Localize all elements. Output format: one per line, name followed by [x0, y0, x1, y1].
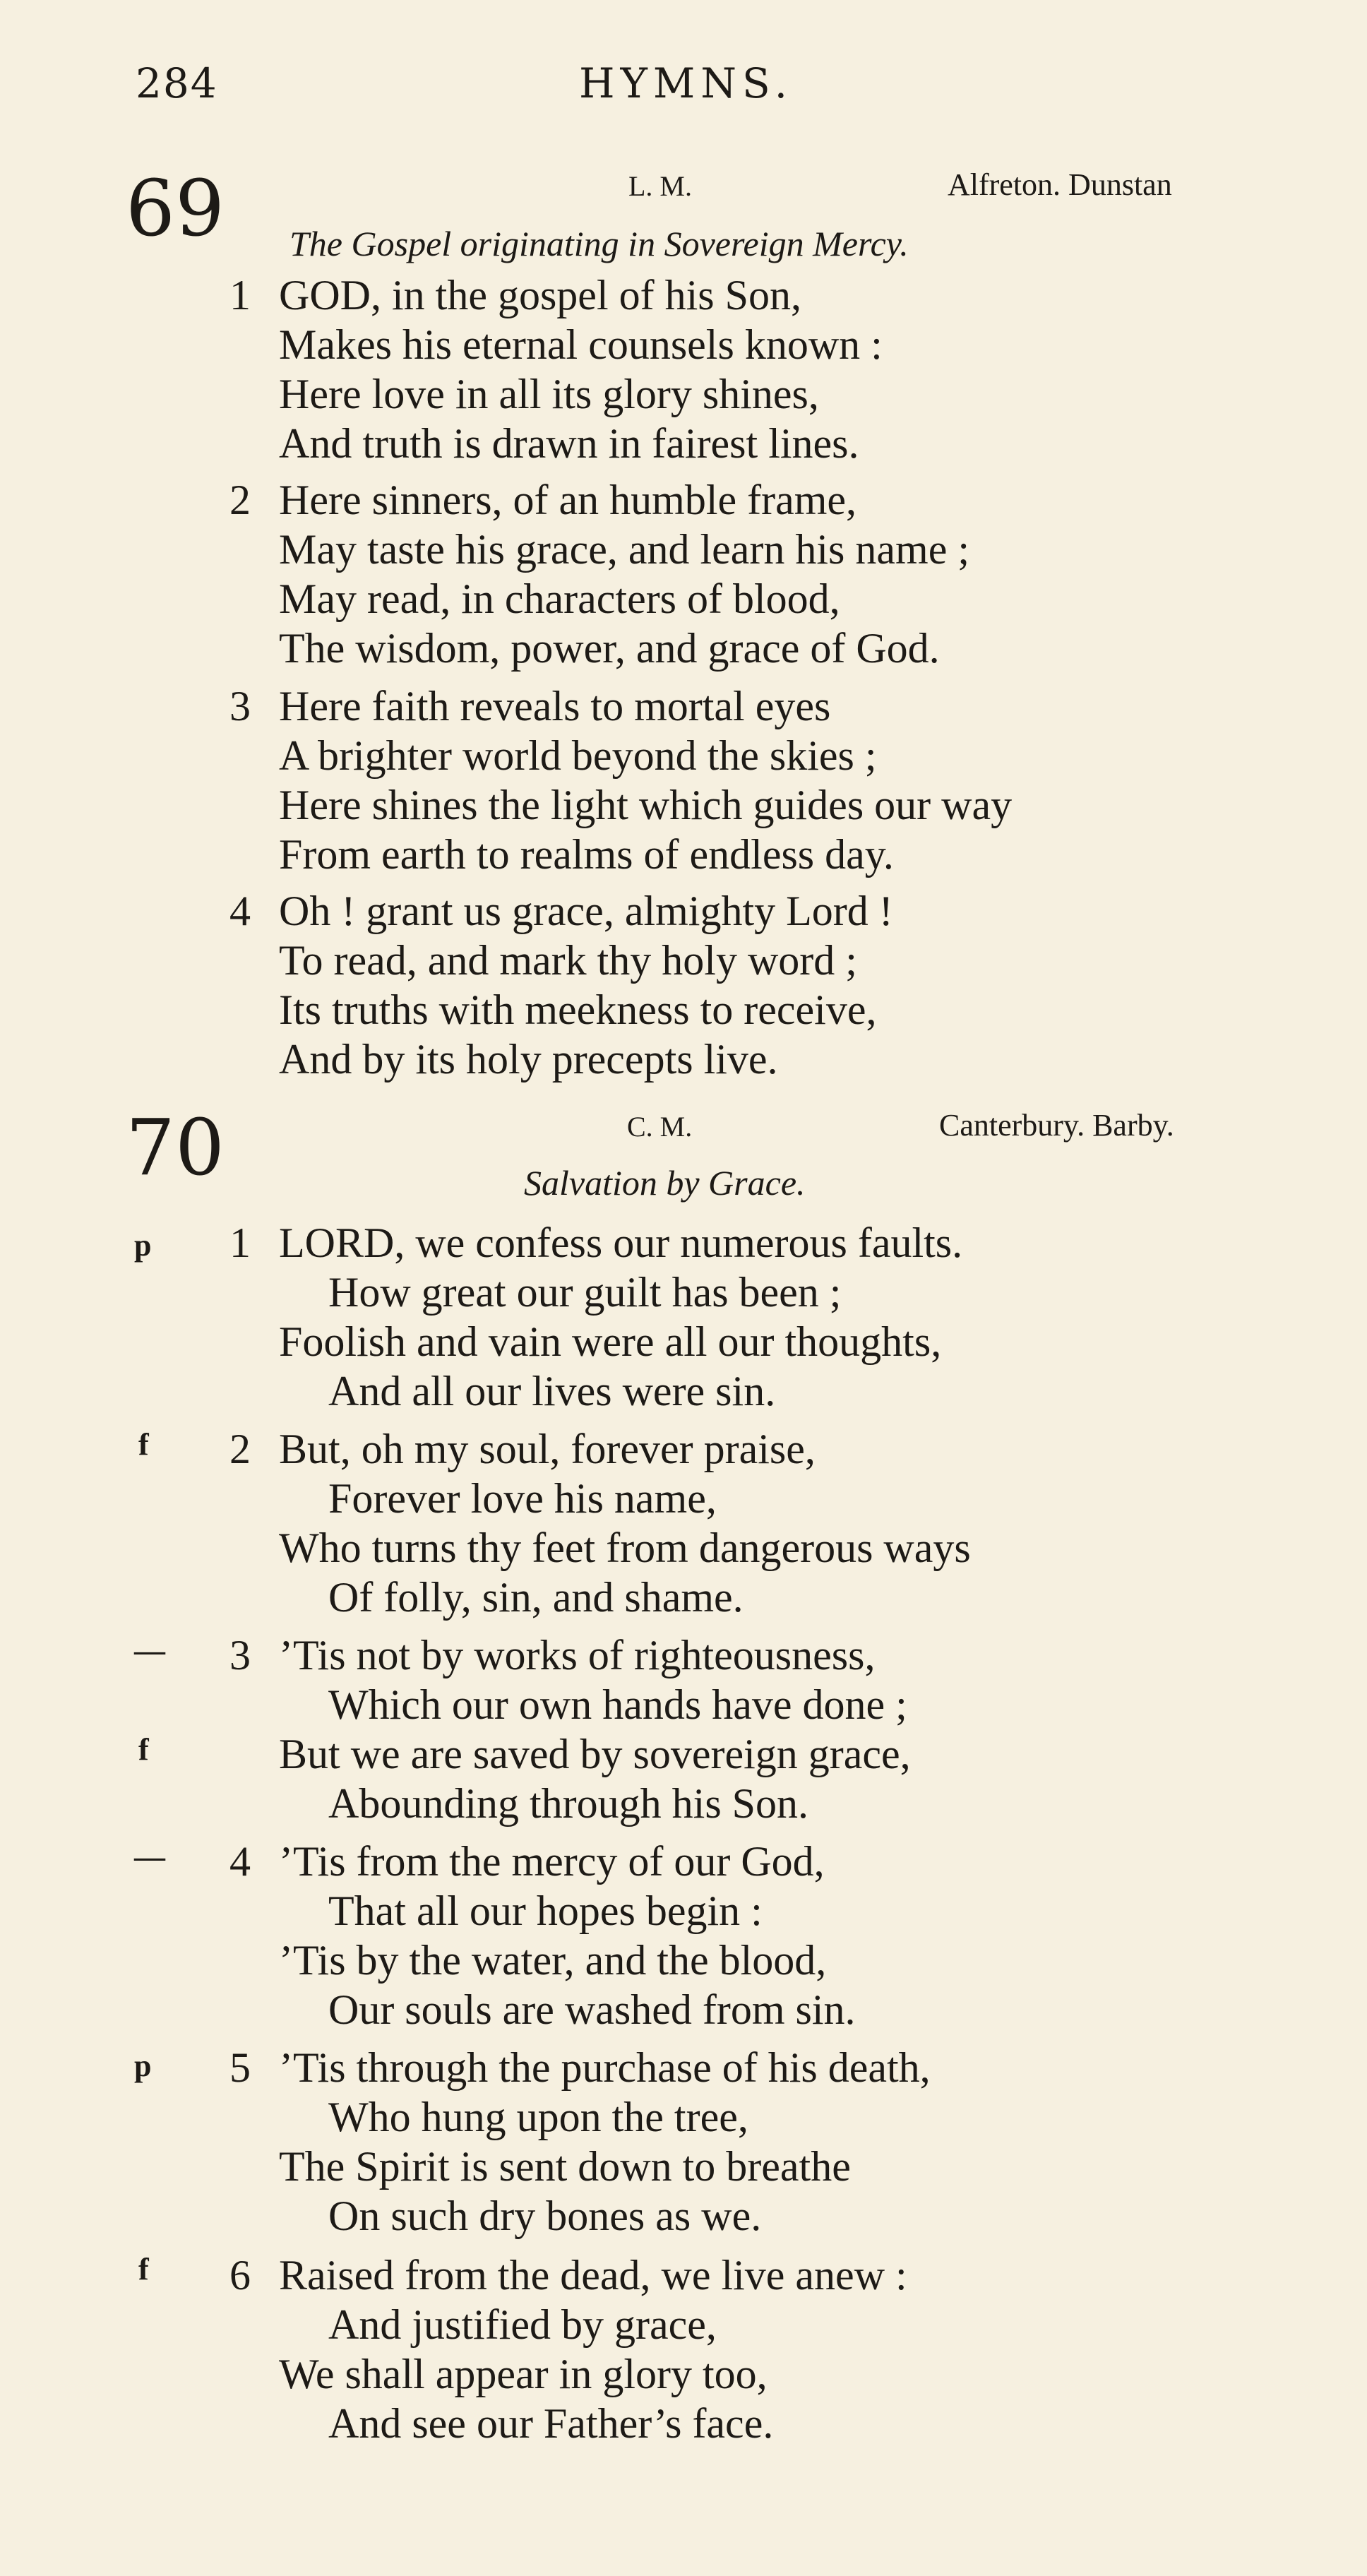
dynamic-marking: — [134, 1633, 165, 1668]
verse-line: And truth is drawn in fairest lines. [279, 420, 859, 467]
page-header [0, 59, 1367, 123]
dynamic-marking: f [138, 1732, 149, 1767]
verse-line: And all our lives were sin. [328, 1368, 776, 1414]
verse-line: GOD, in the gospel of his Son, [279, 272, 801, 318]
verse-number: 2 [229, 1426, 251, 1472]
dynamic-marking: p [134, 2049, 152, 2083]
verse-line: On such dry bones as we. [328, 2193, 762, 2239]
verse-line: We shall appear in glory too, [279, 2351, 768, 2397]
dynamic-marking: f [138, 2252, 149, 2286]
verse-line: Of folly, sin, and shame. [328, 1574, 744, 1621]
verse-line: But, oh my soul, forever praise, [279, 1426, 816, 1472]
tune-names: Alfreton. Dunstan [948, 167, 1172, 202]
verse-line: Here faith reveals to mortal eyes [279, 683, 831, 729]
verse-line: Who turns thy feet from dangerous ways [279, 1525, 971, 1571]
hymn-number: 69 [126, 163, 225, 254]
verse-line: Who hung upon the tree, [328, 2094, 748, 2140]
hymn-title: Salvation by Grace. [524, 1163, 806, 1203]
verse-line: Here love in all its glory shines, [279, 371, 819, 417]
verse-line: The Spirit is sent down to breathe [279, 2143, 851, 2190]
verse-line: To read, and mark thy holy word ; [279, 937, 857, 984]
verse-line: And by its holy precepts live. [279, 1036, 778, 1083]
meter-label: L. M. [628, 170, 692, 202]
verse-line: May read, in characters of blood, [279, 576, 840, 622]
verse-line: Here sinners, of an humble frame, [279, 477, 857, 523]
verse-line: Raised from the dead, we live anew : [279, 2252, 907, 2298]
verse-line: The wisdom, power, and grace of God. [279, 625, 940, 672]
verse-number: 1 [229, 1220, 251, 1266]
verse-number: 4 [229, 888, 251, 934]
verse-number: 2 [229, 477, 251, 523]
verse-line: Which our own hands have done ; [328, 1681, 907, 1728]
verse-line: Foolish and vain were all our thoughts, [279, 1318, 942, 1365]
verse-line: ’Tis by the water, and the blood, [279, 1937, 827, 1984]
verse-number: 3 [229, 683, 251, 729]
dynamic-marking: f [138, 1427, 149, 1462]
tune-names: Canterbury. Barby. [939, 1108, 1174, 1143]
verse-line: A brighter world beyond the skies ; [279, 732, 877, 779]
page-number: 284 [136, 59, 218, 107]
verse-line: How great our guilt has been ; [328, 1269, 842, 1316]
meter-label: C. M. [627, 1111, 693, 1143]
verse-line: Forever love his name, [328, 1475, 717, 1522]
running-title: HYMNS. [579, 59, 794, 107]
verse-line: ’Tis through the purchase of his death, [279, 2044, 931, 2091]
dynamic-marking: p [134, 1228, 152, 1263]
verse-line: Makes his eternal counsels known : [279, 321, 883, 368]
verse-line: And justified by grace, [328, 2301, 717, 2348]
dynamic-marking: — [134, 1839, 165, 1874]
verse-line: Its truths with meekness to receive, [279, 986, 877, 1033]
verse-number: 5 [229, 2044, 251, 2091]
verse-line: And see our Father’s face. [328, 2400, 774, 2447]
verse-line: But we are saved by sovereign grace, [279, 1731, 911, 1777]
verse-line: ’Tis not by works of righteousness, [279, 1632, 876, 1678]
verse-line: ’Tis from the mercy of our God, [279, 1838, 825, 1885]
verse-line: Oh ! grant us grace, almighty Lord ! [279, 888, 893, 934]
verse-line: That all our hopes begin : [328, 1888, 763, 1934]
hymn-title: The Gospel originating in Sovereign Mercy. [289, 224, 909, 263]
verse-line: From earth to realms of endless day. [279, 831, 894, 878]
verse-number: 6 [229, 2252, 251, 2298]
hymn-number: 70 [126, 1102, 225, 1193]
verse-line: May taste his grace, and learn his name ; [279, 526, 969, 573]
verse-line: Abounding through his Son. [328, 1780, 809, 1827]
verse-number: 1 [229, 272, 251, 318]
verse-number: 3 [229, 1632, 251, 1678]
verse-line: LORD, we confess our numerous faults. [279, 1220, 963, 1266]
verse-number: 4 [229, 1838, 251, 1885]
verse-line: Our souls are washed from sin. [328, 1986, 856, 2033]
verse-line: Here shines the light which guides our way [279, 782, 1013, 828]
